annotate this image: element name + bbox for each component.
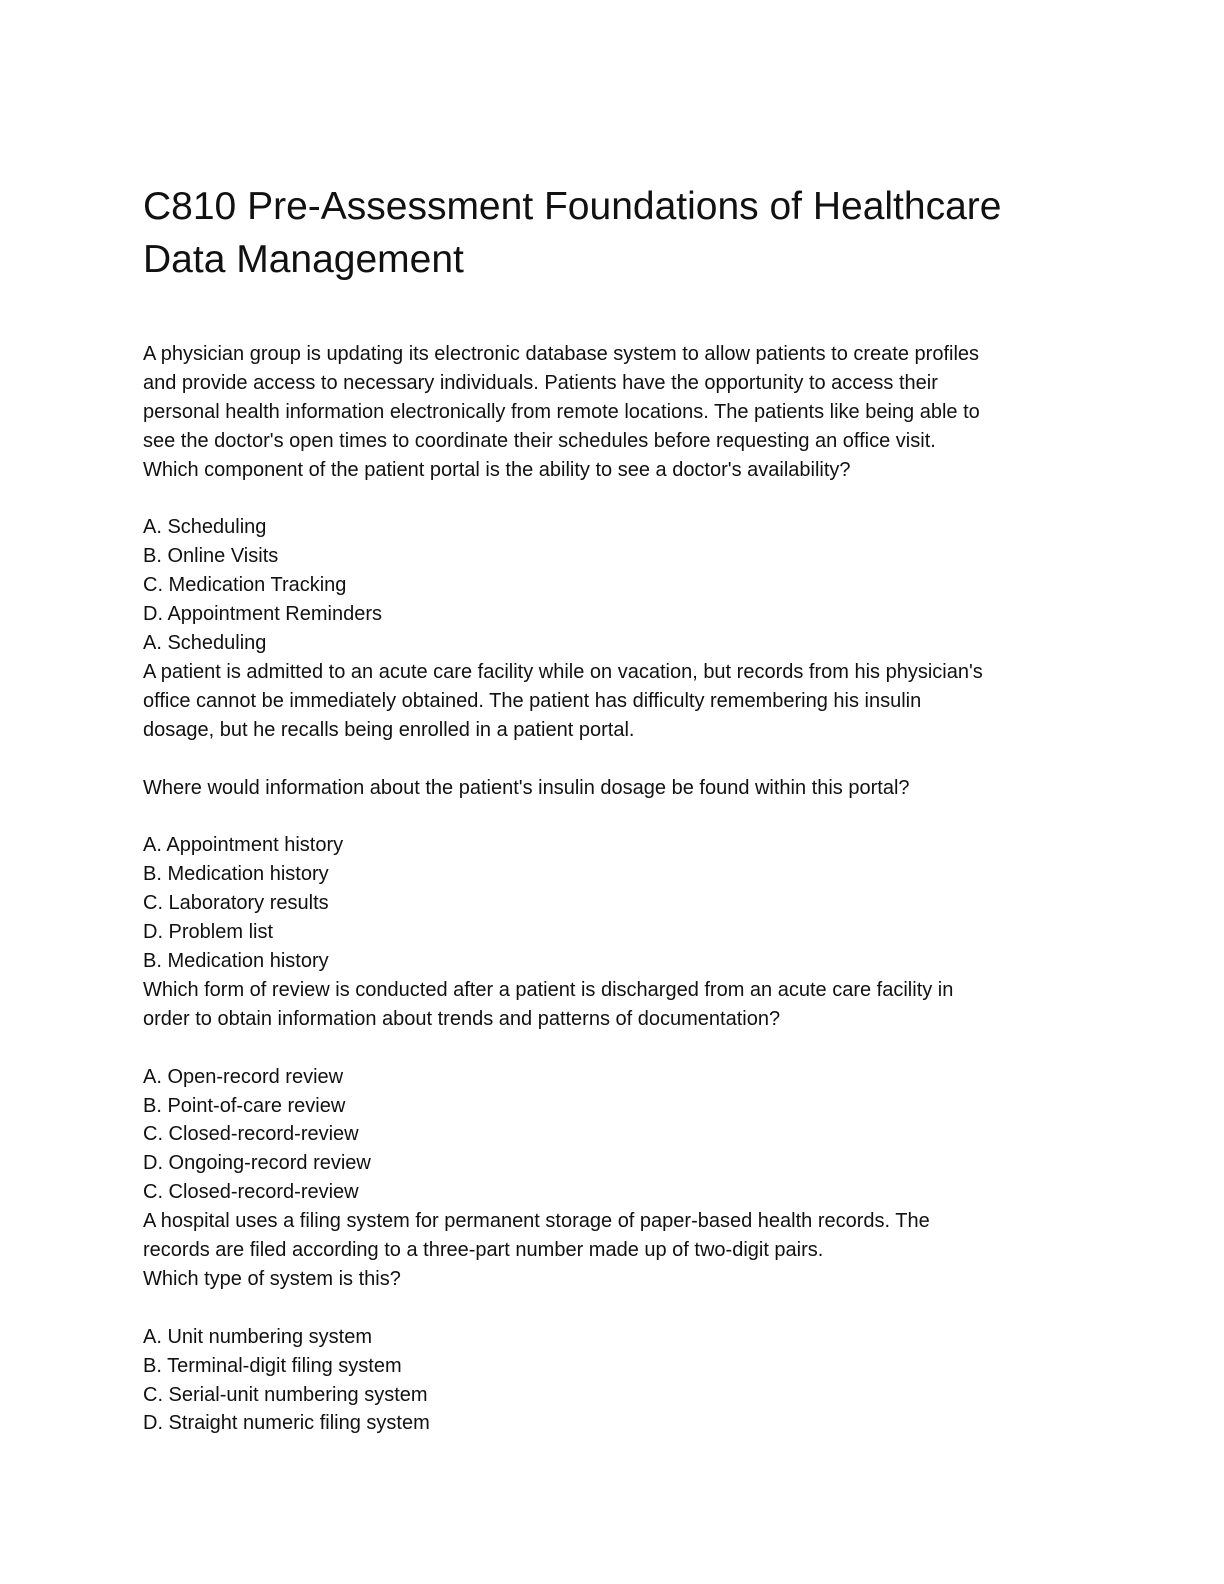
page-title	[143, 180, 1083, 286]
question-stem-line: office cannot be immediately obtained. The patient has difficulty remembering his insulin	[143, 689, 922, 712]
question-list	[143, 340, 1083, 1438]
question-4	[143, 1207, 1083, 1438]
correct-answer: A. Scheduling	[143, 632, 267, 655]
question-stem-line: records are filed according to a three-part number made up of two-digit pairs.	[143, 1239, 824, 1262]
spacer	[143, 1294, 1083, 1323]
spacer	[143, 485, 1083, 514]
answer-option: C. Serial-unit numbering system	[143, 1383, 428, 1406]
spacer	[143, 1034, 1083, 1063]
answer-option: B. Terminal-digit filing system	[143, 1354, 402, 1377]
answer-option: B. Point-of-care review	[143, 1094, 346, 1117]
spacer	[143, 745, 1083, 774]
answer-option: D. Straight numeric filing system	[143, 1412, 430, 1435]
correct-answer: C. Closed-record-review	[143, 1181, 359, 1204]
question-2	[143, 658, 1083, 976]
answer-option: A. Open-record review	[143, 1065, 344, 1088]
answer-option: D. Appointment Reminders	[143, 603, 383, 626]
spacer	[143, 802, 1083, 831]
question-3	[143, 976, 1083, 1207]
question-stem-line: A hospital uses a filing system for permanent storage of paper-based health records. The	[143, 1210, 930, 1233]
question-stem-line: order to obtain information about trends and patterns of documentation?	[143, 1007, 781, 1030]
question-stem-line: personal health information electronically from remote locations. The patients like being able to	[143, 400, 980, 423]
question-stem-line: Where would information about the patient's insulin dosage be found within this portal?	[143, 776, 910, 799]
question-stem-line: dosage, but he recalls being enrolled in a patient portal.	[143, 718, 635, 741]
answer-option: C. Medication Tracking	[143, 574, 347, 597]
question-1	[143, 340, 1083, 658]
answer-option: B. Medication history	[143, 863, 329, 886]
answer-option: D. Problem list	[143, 921, 274, 944]
answer-option: A. Scheduling	[143, 516, 267, 539]
title-line-1: C810 Pre-Assessment Foundations of Healthcare	[143, 185, 1002, 228]
question-stem-line: see the doctor's open times to coordinate their schedules before requesting an office visit.	[143, 429, 936, 452]
answer-option: A. Appointment history	[143, 834, 344, 857]
question-stem-line: A patient is admitted to an acute care facility while on vacation, but records from his physician's	[143, 660, 983, 683]
answer-option: C. Closed-record-review	[143, 1123, 359, 1146]
correct-answer: B. Medication history	[143, 949, 329, 972]
title-line-2: Data Management	[143, 238, 464, 281]
answer-option: D. Ongoing-record review	[143, 1152, 371, 1175]
answer-option: B. Online Visits	[143, 545, 279, 568]
answer-option: C. Laboratory results	[143, 892, 329, 915]
question-stem-line: and provide access to necessary individuals. Patients have the opportunity to access their	[143, 371, 938, 394]
question-stem-line: Which form of review is conducted after a patient is discharged from an acute care facility in	[143, 978, 954, 1001]
question-stem-line: Which component of the patient portal is the ability to see a doctor's availability?	[143, 458, 851, 481]
document-page	[143, 180, 1083, 1438]
question-stem-line: Which type of system is this?	[143, 1267, 401, 1290]
question-stem-line: A physician group is updating its electronic database system to allow patients to create profiles	[143, 343, 980, 365]
answer-option: A. Unit numbering system	[143, 1325, 372, 1348]
